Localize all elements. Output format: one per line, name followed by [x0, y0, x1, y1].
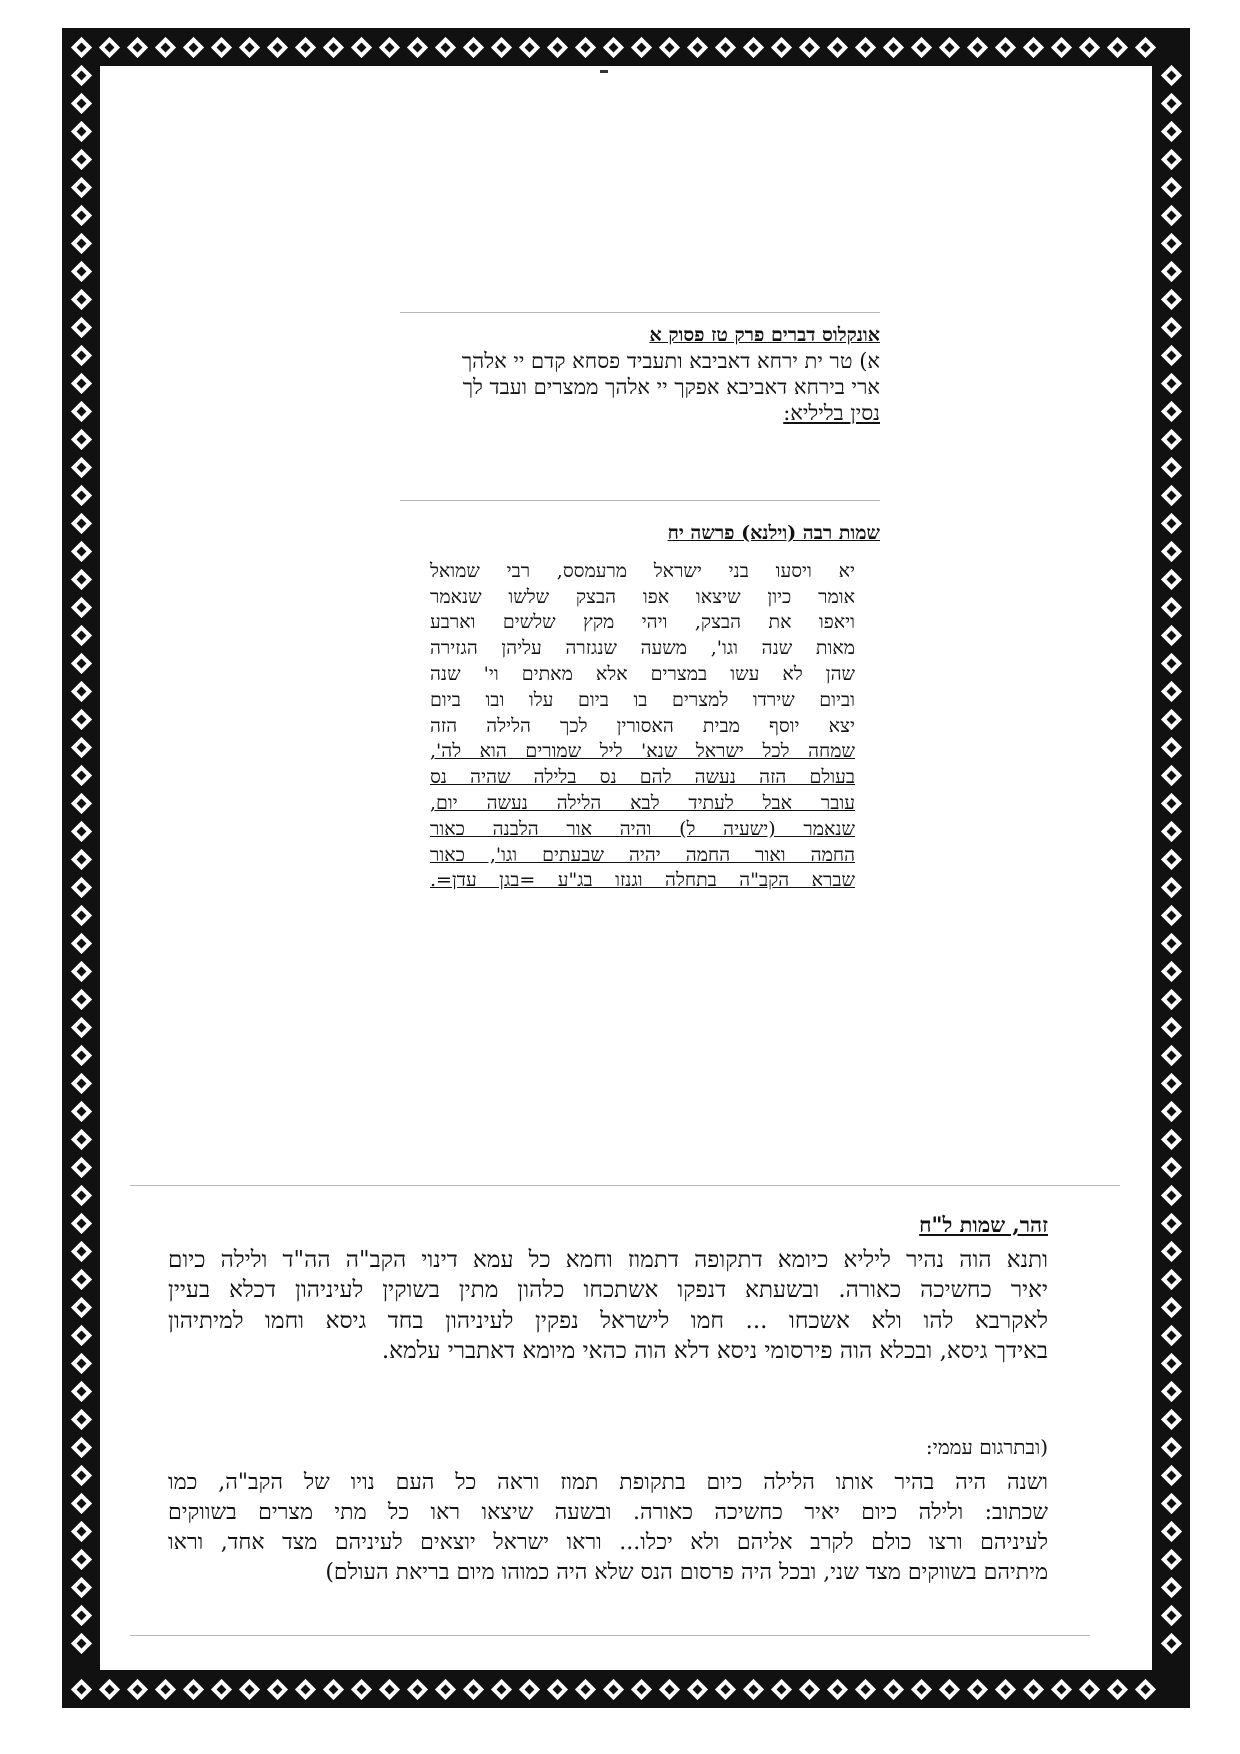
onkelos-line: א) טר ית ירחא דאביבא ותעביד פסחא קדם יי אלהך	[461, 349, 880, 373]
zohar-line: באידך גיסא, ובכלא הוה פירסומי ניסא דלא הוה כהאי מיומא דאתברי עלמא.	[381, 1338, 1048, 1364]
onkelos-section	[400, 322, 880, 426]
targum-section	[168, 1432, 1048, 1588]
shemot-rabbah-line: עובר אבל לעתיד לבא הלילה נעשה יום,	[430, 791, 855, 814]
targum-line: ושנה היה בהיר אותו הלילה כיום בתקופת תמוז וראה כל העם נויו של הקב"ה, כמו	[168, 1470, 1048, 1495]
shemot-rabbah-line: יצא יוסף מבית האסורין לכך הלילה הזה	[430, 714, 855, 737]
zohar-line: יאיר כחשיכה כאורה. ובשעתא דנפקו אשתכחו כלהון מתין בשוקין לעיניהון דכלא בעיין	[168, 1277, 1048, 1303]
shemot-rabbah-line: בעולם הזה נעשה להם נס בלילה שהיה נס	[430, 766, 855, 789]
separator-rule	[400, 312, 880, 313]
targum-line: לעיניהם ורצו כולם לקרב אליהם ולא יכלו... וראו ישראל יוצאים לעיניהם מצד אחד, וראו	[168, 1530, 1048, 1555]
targum-line: מיתיהם בשווקים מצד שני, ובכל היה פרסום הנס שלא היה כמוהו מיום בריאת העולם)	[325, 1560, 1048, 1585]
shemot-rabbah-line: וביום שירדו למצרים בו ביום עלו ובו ביום	[430, 688, 855, 711]
scan-mark	[600, 70, 608, 73]
onkelos-line: ארי בירחא דאביבא אפקך יי אלהך ממצרים ועבד לך	[462, 375, 880, 399]
shemot-rabbah-line: שברא הקב"ה בתחלה וגנזו בג"ע =בגן עדן=.	[430, 869, 855, 892]
shemot-rabbah-line: אומר כיון שיצאו אפו הבצק שלשו שנאמר	[430, 585, 855, 608]
onkelos-line: נסין בליליא:	[783, 401, 880, 425]
shemot-rabbah-title: שמות רבה (וילנא) פרשה יח	[667, 522, 880, 544]
zohar-line: לאקרבא להו ולא אשכחו ... חמו לישראל נפקין לעיניהון בחד גיסא וחמו למיתיהון	[168, 1307, 1048, 1334]
shemot-rabbah-line: החמה ואור החמה יהיה שבעתים וגו', כאור	[430, 843, 855, 866]
shemot-rabbah-line: שנאמר (ישעיה ל) והיה אור הלבנה כאור	[430, 817, 855, 840]
separator-rule	[400, 500, 880, 501]
shemot-rabbah-line: ויאפו את הבצק, ויהי מקץ שלשים וארבע	[430, 611, 855, 634]
shemot-rabbah-line: שהן לא עשו במצרים אלא מאתים וי' שנה	[430, 662, 855, 685]
shemot-rabbah-line: שמחה לכל ישראל שנא' ליל שמורים הוא לה',	[430, 740, 855, 763]
shemot-rabbah-line: יא ויסעו בני ישראל מרעמסס, רבי שמואל	[430, 559, 855, 582]
zohar-line: ותנא הוה נהיר ליליא כיומא דתקופה דתמוז וחמא כל עמא דינוי הקב"ה הה"ד ולילה כיום	[168, 1246, 1048, 1273]
targum-line: שכתוב: ולילה כיום יאיר כחשיכה כאורה. ובשעה שיצאו ראו כל מתי מצרים בשווקים	[168, 1500, 1048, 1525]
zohar-section	[168, 1210, 1048, 1367]
zohar-title: זהר, שמות ל"ח	[919, 1212, 1048, 1237]
separator-rule	[130, 1635, 1090, 1636]
shemot-rabbah-line: מאות שנה וגו', משעה שנגזרה עליהן הגזירה	[430, 637, 855, 660]
shemot-rabbah-body	[430, 559, 855, 894]
separator-rule	[130, 1185, 1120, 1186]
shemot-rabbah-section	[430, 521, 880, 894]
onkelos-title: אונקלוס דברים פרק טז פסוק א	[649, 324, 880, 346]
targum-lead: (ובתרגום עממי:	[925, 1435, 1048, 1459]
